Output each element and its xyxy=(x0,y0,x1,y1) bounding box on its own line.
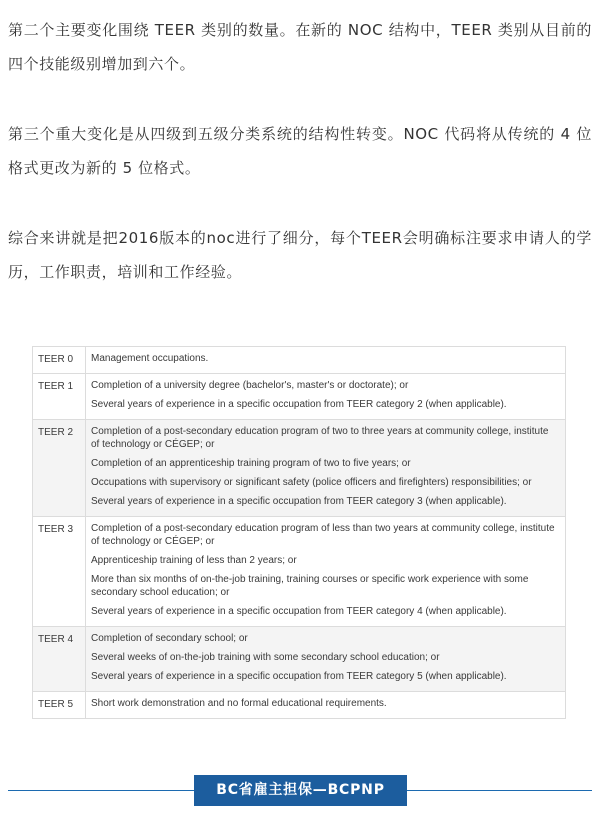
teer-requirements-cell xyxy=(86,517,566,627)
requirement-item: Several years of experience in a specific occupation from TEER category 2 (when applicable). xyxy=(91,399,507,410)
paragraph-code-format: 第三个重大变化是从四级到五级分类系统的结构性转变。NOC 代码将从传统的 4 位格式更改为新的 5 位格式。 xyxy=(8,125,592,177)
requirement-item: Several years of experience in a specific occupation from TEER category 3 (when applicable). xyxy=(91,496,507,507)
requirement-item: Completion of a post-secondary education program of two to three years at community college, institute of technology or CÉGEP; or xyxy=(91,426,549,450)
teer-category-table xyxy=(32,346,566,719)
teer-requirements-cell xyxy=(86,420,566,517)
teer-category-cell: TEER 2 xyxy=(33,420,86,517)
requirement-item: Several years of experience in a specific occupation from TEER category 5 (when applicable). xyxy=(91,671,507,682)
requirement-item: Several weeks of on-the-job training with some secondary school education; or xyxy=(91,652,440,663)
teer-category-cell: TEER 3 xyxy=(33,517,86,627)
teer-requirements-cell xyxy=(86,347,566,374)
requirement-item: Apprenticeship training of less than 2 years; or xyxy=(91,555,297,566)
requirement-item: Occupations with supervisory or significant safety (police officers and firefighters) responsibilities; or xyxy=(91,477,532,488)
table-row xyxy=(33,374,566,420)
table-row xyxy=(33,420,566,517)
teer-requirements-cell xyxy=(86,627,566,692)
requirement-item: Several years of experience in a specific occupation from TEER category 4 (when applicable). xyxy=(91,606,507,617)
teer-category-cell: TEER 5 xyxy=(33,692,86,719)
requirement-item: Completion of a university degree (bachelor's, master's or doctorate); or xyxy=(91,380,409,391)
table-row xyxy=(33,517,566,627)
paragraph-summary: 综合来讲就是把2016版本的noc进行了细分，每个TEER会明确标注要求申请人的学历，工作职责，培训和工作经验。 xyxy=(8,229,592,281)
footer-badge: BC省雇主担保—BCPNP xyxy=(194,775,407,806)
requirement-item: More than six months of on-the-job training, training courses or specific work experience with some secondary school education; or xyxy=(91,574,529,598)
teer-category-cell: TEER 0 xyxy=(33,347,86,374)
teer-category-cell: TEER 4 xyxy=(33,627,86,692)
requirement-item: Management occupations. xyxy=(91,353,209,364)
table-row xyxy=(33,627,566,692)
requirement-item: Completion of an apprenticeship training program of two to five years; or xyxy=(91,458,411,469)
requirement-item: Completion of a post-secondary education program of less than two years at community college, institute of technology or CÉGEP; or xyxy=(91,523,555,547)
table-row xyxy=(33,347,566,374)
paragraph-teer-count: 第二个主要变化围绕 TEER 类别的数量。在新的 NOC 结构中，TEER 类别从目前的四个技能级别增加到六个。 xyxy=(8,21,592,73)
table-row xyxy=(33,692,566,719)
requirement-item: Completion of secondary school; or xyxy=(91,633,248,644)
teer-requirements-cell xyxy=(86,374,566,420)
requirement-item: Short work demonstration and no formal educational requirements. xyxy=(91,698,387,709)
teer-requirements-cell xyxy=(86,692,566,719)
teer-category-cell: TEER 1 xyxy=(33,374,86,420)
